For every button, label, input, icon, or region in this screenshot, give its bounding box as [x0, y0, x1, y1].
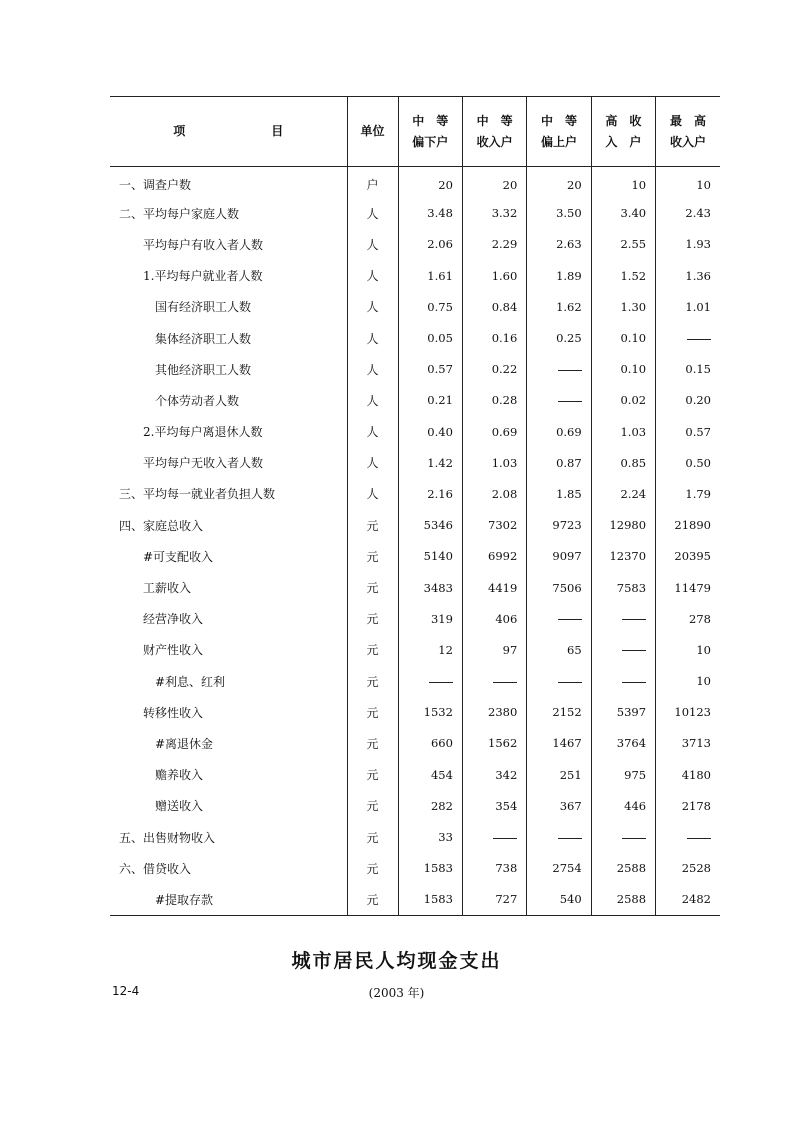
- value-cell: 738: [462, 853, 526, 884]
- table-row: [110, 759, 720, 790]
- row-unit: 元: [347, 572, 398, 603]
- row-unit: 元: [347, 821, 398, 852]
- value-cell: 251: [527, 759, 591, 790]
- value-cell: 10: [656, 666, 720, 697]
- value-cell: 2482: [656, 884, 720, 915]
- table-row: [110, 478, 720, 509]
- dash-mark: [687, 339, 711, 340]
- dash-mark: [493, 682, 517, 683]
- empty-cell: [591, 666, 655, 697]
- row-label: 三、平均每一就业者负担人数: [119, 487, 276, 502]
- value-cell: 540: [527, 884, 591, 915]
- value-cell: 0.87: [527, 447, 591, 478]
- empty-cell: [398, 666, 462, 697]
- value-cell: 0.28: [462, 385, 526, 416]
- dash-mark: [558, 682, 582, 683]
- header-col-line: 入 户: [605, 134, 642, 149]
- row-unit: 人: [347, 447, 398, 478]
- header-col-line: 中 等: [540, 113, 577, 128]
- table-number: 12-4: [112, 984, 140, 998]
- table-row: [110, 447, 720, 478]
- value-cell: 33: [398, 821, 462, 852]
- row-unit: 人: [347, 385, 398, 416]
- value-cell: 1.01: [656, 291, 720, 322]
- row-unit: 人: [347, 291, 398, 322]
- value-cell: 3713: [656, 728, 720, 759]
- value-cell: 3.40: [591, 198, 655, 229]
- value-cell: 446: [591, 790, 655, 821]
- value-cell: 1467: [527, 728, 591, 759]
- value-cell: 12370: [591, 541, 655, 572]
- row-unit: 人: [347, 198, 398, 229]
- income-table: [110, 96, 720, 916]
- row-unit: 人: [347, 322, 398, 353]
- row-label: 工薪收入: [143, 581, 192, 596]
- value-cell: 10: [656, 634, 720, 665]
- value-cell: 0.40: [398, 416, 462, 447]
- row-label: #离退休金: [155, 736, 214, 751]
- value-cell: 3.50: [527, 198, 591, 229]
- value-cell: 4180: [656, 759, 720, 790]
- row-unit: 元: [347, 790, 398, 821]
- row-label: 五、出售财物收入: [119, 830, 216, 845]
- row-label: 赠送收入: [155, 799, 204, 814]
- row-label: 1.平均每户就业者人数: [143, 269, 263, 284]
- header-col-line: 中 等: [476, 113, 513, 128]
- table-row: [110, 634, 720, 665]
- table-row: [110, 322, 720, 353]
- table-row: [110, 416, 720, 447]
- row-label: 财产性收入: [143, 643, 204, 658]
- dash-mark: [622, 682, 646, 683]
- value-cell: 0.20: [656, 385, 720, 416]
- row-unit: 人: [347, 416, 398, 447]
- value-cell: 1.52: [591, 260, 655, 291]
- value-cell: 0.75: [398, 291, 462, 322]
- table-row: [110, 229, 720, 260]
- header-col-line: 中 等: [412, 113, 449, 128]
- empty-cell: [527, 603, 591, 634]
- row-label: #可支配收入: [143, 549, 214, 564]
- row-label: #利息、红利: [155, 674, 226, 689]
- dash-mark: [622, 650, 646, 651]
- value-cell: 1.89: [527, 260, 591, 291]
- row-label: 国有经济职工人数: [155, 300, 252, 315]
- row-label: 平均每户有收入者人数: [143, 237, 264, 252]
- value-cell: 3483: [398, 572, 462, 603]
- row-unit: 元: [347, 666, 398, 697]
- dash-mark: [622, 838, 646, 839]
- value-cell: 0.02: [591, 385, 655, 416]
- value-cell: 0.69: [462, 416, 526, 447]
- row-unit: 元: [347, 541, 398, 572]
- value-cell: 6992: [462, 541, 526, 572]
- header-col: [398, 97, 462, 167]
- value-cell: 12: [398, 634, 462, 665]
- value-cell: 406: [462, 603, 526, 634]
- value-cell: 1.93: [656, 229, 720, 260]
- empty-cell: [656, 821, 720, 852]
- header-col: [656, 97, 720, 167]
- value-cell: 0.57: [656, 416, 720, 447]
- value-cell: 1.30: [591, 291, 655, 322]
- value-cell: 10: [656, 167, 720, 198]
- value-cell: 2380: [462, 697, 526, 728]
- value-cell: 2178: [656, 790, 720, 821]
- row-unit: 户: [347, 167, 398, 198]
- row-label: 一、调查户数: [119, 178, 192, 193]
- empty-cell: [591, 634, 655, 665]
- value-cell: 0.21: [398, 385, 462, 416]
- table-row: [110, 603, 720, 634]
- value-cell: 1562: [462, 728, 526, 759]
- value-cell: 0.05: [398, 322, 462, 353]
- value-cell: 1.42: [398, 447, 462, 478]
- row-label: 个体劳动者人数: [155, 393, 240, 408]
- value-cell: 454: [398, 759, 462, 790]
- empty-cell: [527, 354, 591, 385]
- value-cell: 1532: [398, 697, 462, 728]
- value-cell: 0.16: [462, 322, 526, 353]
- dash-mark: [493, 838, 517, 839]
- value-cell: 2.16: [398, 478, 462, 509]
- value-cell: 9097: [527, 541, 591, 572]
- value-cell: 660: [398, 728, 462, 759]
- row-unit: 人: [347, 229, 398, 260]
- value-cell: 342: [462, 759, 526, 790]
- row-label: 转移性收入: [143, 705, 204, 720]
- dash-mark: [558, 401, 582, 402]
- table-row: [110, 853, 720, 884]
- header-col-line: 高 收: [605, 113, 642, 128]
- header-row: [110, 97, 720, 167]
- empty-cell: [527, 821, 591, 852]
- value-cell: 20: [398, 167, 462, 198]
- value-cell: 0.15: [656, 354, 720, 385]
- dash-mark: [622, 619, 646, 620]
- value-cell: 10123: [656, 697, 720, 728]
- table-row: [110, 541, 720, 572]
- table-header: [110, 97, 720, 167]
- empty-cell: [591, 821, 655, 852]
- value-cell: 5346: [398, 510, 462, 541]
- value-cell: 319: [398, 603, 462, 634]
- value-cell: 0.69: [527, 416, 591, 447]
- value-cell: 1.62: [527, 291, 591, 322]
- value-cell: 20: [527, 167, 591, 198]
- value-cell: 1.61: [398, 260, 462, 291]
- empty-cell: [462, 666, 526, 697]
- table-row: [110, 510, 720, 541]
- value-cell: 2588: [591, 884, 655, 915]
- empty-cell: [527, 385, 591, 416]
- row-unit: 元: [347, 510, 398, 541]
- table-row: [110, 198, 720, 229]
- year-note: (2003 年): [368, 986, 425, 1000]
- table-row: [110, 385, 720, 416]
- value-cell: 1.79: [656, 478, 720, 509]
- value-cell: 9723: [527, 510, 591, 541]
- section-title: 城市居民人均现金支出: [291, 950, 502, 972]
- row-unit: 人: [347, 478, 398, 509]
- value-cell: 2152: [527, 697, 591, 728]
- table-row: [110, 790, 720, 821]
- table-row: [110, 666, 720, 697]
- header-item: 项 目: [110, 97, 347, 167]
- value-cell: 2.08: [462, 478, 526, 509]
- header-col-line: 偏下户: [412, 134, 449, 149]
- value-cell: 0.85: [591, 447, 655, 478]
- value-cell: 11479: [656, 572, 720, 603]
- value-cell: 0.25: [527, 322, 591, 353]
- table-row: [110, 291, 720, 322]
- row-label: 2.平均每户离退休人数: [143, 425, 263, 440]
- table-row: [110, 728, 720, 759]
- header-col: [591, 97, 655, 167]
- value-cell: 282: [398, 790, 462, 821]
- value-cell: 1.85: [527, 478, 591, 509]
- row-unit: 元: [347, 728, 398, 759]
- row-unit: 元: [347, 884, 398, 915]
- table-body: [110, 167, 720, 916]
- table-row: [110, 354, 720, 385]
- value-cell: 2.55: [591, 229, 655, 260]
- value-cell: 97: [462, 634, 526, 665]
- value-cell: 65: [527, 634, 591, 665]
- value-cell: 354: [462, 790, 526, 821]
- value-cell: 21890: [656, 510, 720, 541]
- row-label: 二、平均每户家庭人数: [119, 206, 240, 221]
- value-cell: 367: [527, 790, 591, 821]
- row-unit: 元: [347, 853, 398, 884]
- value-cell: 0.22: [462, 354, 526, 385]
- dash-mark: [429, 682, 453, 683]
- empty-cell: [527, 666, 591, 697]
- dash-mark: [558, 838, 582, 839]
- table-row: [110, 260, 720, 291]
- header-col: [462, 97, 526, 167]
- value-cell: 3.32: [462, 198, 526, 229]
- value-cell: 1.60: [462, 260, 526, 291]
- row-unit: 人: [347, 260, 398, 291]
- value-cell: 2.29: [462, 229, 526, 260]
- dash-mark: [558, 619, 582, 620]
- dash-mark: [558, 370, 582, 371]
- row-unit: 元: [347, 634, 398, 665]
- table-row: [110, 884, 720, 915]
- value-cell: 727: [462, 884, 526, 915]
- value-cell: 12980: [591, 510, 655, 541]
- header-unit: 单位: [347, 97, 398, 167]
- value-cell: 0.84: [462, 291, 526, 322]
- header-col-line: 收入户: [476, 134, 513, 149]
- value-cell: 2.24: [591, 478, 655, 509]
- value-cell: 3.48: [398, 198, 462, 229]
- value-cell: 0.10: [591, 322, 655, 353]
- row-label: 集体经济职工人数: [155, 331, 252, 346]
- header-col-line: 最 高: [670, 113, 707, 128]
- value-cell: 3764: [591, 728, 655, 759]
- row-unit: 元: [347, 603, 398, 634]
- value-cell: 5140: [398, 541, 462, 572]
- value-cell: 10: [591, 167, 655, 198]
- value-cell: 0.50: [656, 447, 720, 478]
- row-unit: 元: [347, 697, 398, 728]
- row-label: 平均每户无收入者人数: [143, 456, 264, 471]
- header-col-line: 收入户: [670, 134, 707, 149]
- empty-cell: [591, 603, 655, 634]
- value-cell: 1.03: [462, 447, 526, 478]
- value-cell: 7583: [591, 572, 655, 603]
- row-label: 经营净收入: [143, 612, 204, 627]
- value-cell: 2754: [527, 853, 591, 884]
- empty-cell: [462, 821, 526, 852]
- value-cell: 2588: [591, 853, 655, 884]
- value-cell: 278: [656, 603, 720, 634]
- value-cell: 1583: [398, 853, 462, 884]
- value-cell: 2.06: [398, 229, 462, 260]
- table-row: [110, 697, 720, 728]
- value-cell: 5397: [591, 697, 655, 728]
- row-label: 六、借贷收入: [119, 861, 192, 876]
- row-label: 其他经济职工人数: [155, 362, 252, 377]
- value-cell: 2.43: [656, 198, 720, 229]
- header-col-line: 偏上户: [540, 134, 577, 149]
- value-cell: 975: [591, 759, 655, 790]
- table-row: [110, 572, 720, 603]
- value-cell: 1.03: [591, 416, 655, 447]
- value-cell: 4419: [462, 572, 526, 603]
- row-label: 四、家庭总收入: [119, 518, 204, 533]
- value-cell: 20395: [656, 541, 720, 572]
- empty-cell: [656, 322, 720, 353]
- value-cell: 20: [462, 167, 526, 198]
- header-col: [527, 97, 591, 167]
- value-cell: 2.63: [527, 229, 591, 260]
- row-label: 赡养收入: [155, 768, 204, 783]
- table-row: [110, 821, 720, 852]
- row-unit: 元: [347, 759, 398, 790]
- value-cell: 2528: [656, 853, 720, 884]
- value-cell: 7302: [462, 510, 526, 541]
- value-cell: 0.57: [398, 354, 462, 385]
- row-unit: 人: [347, 354, 398, 385]
- value-cell: 1583: [398, 884, 462, 915]
- value-cell: 1.36: [656, 260, 720, 291]
- value-cell: 7506: [527, 572, 591, 603]
- dash-mark: [687, 838, 711, 839]
- value-cell: 0.10: [591, 354, 655, 385]
- table-row: [110, 167, 720, 198]
- row-label: #提取存款: [110, 884, 347, 915]
